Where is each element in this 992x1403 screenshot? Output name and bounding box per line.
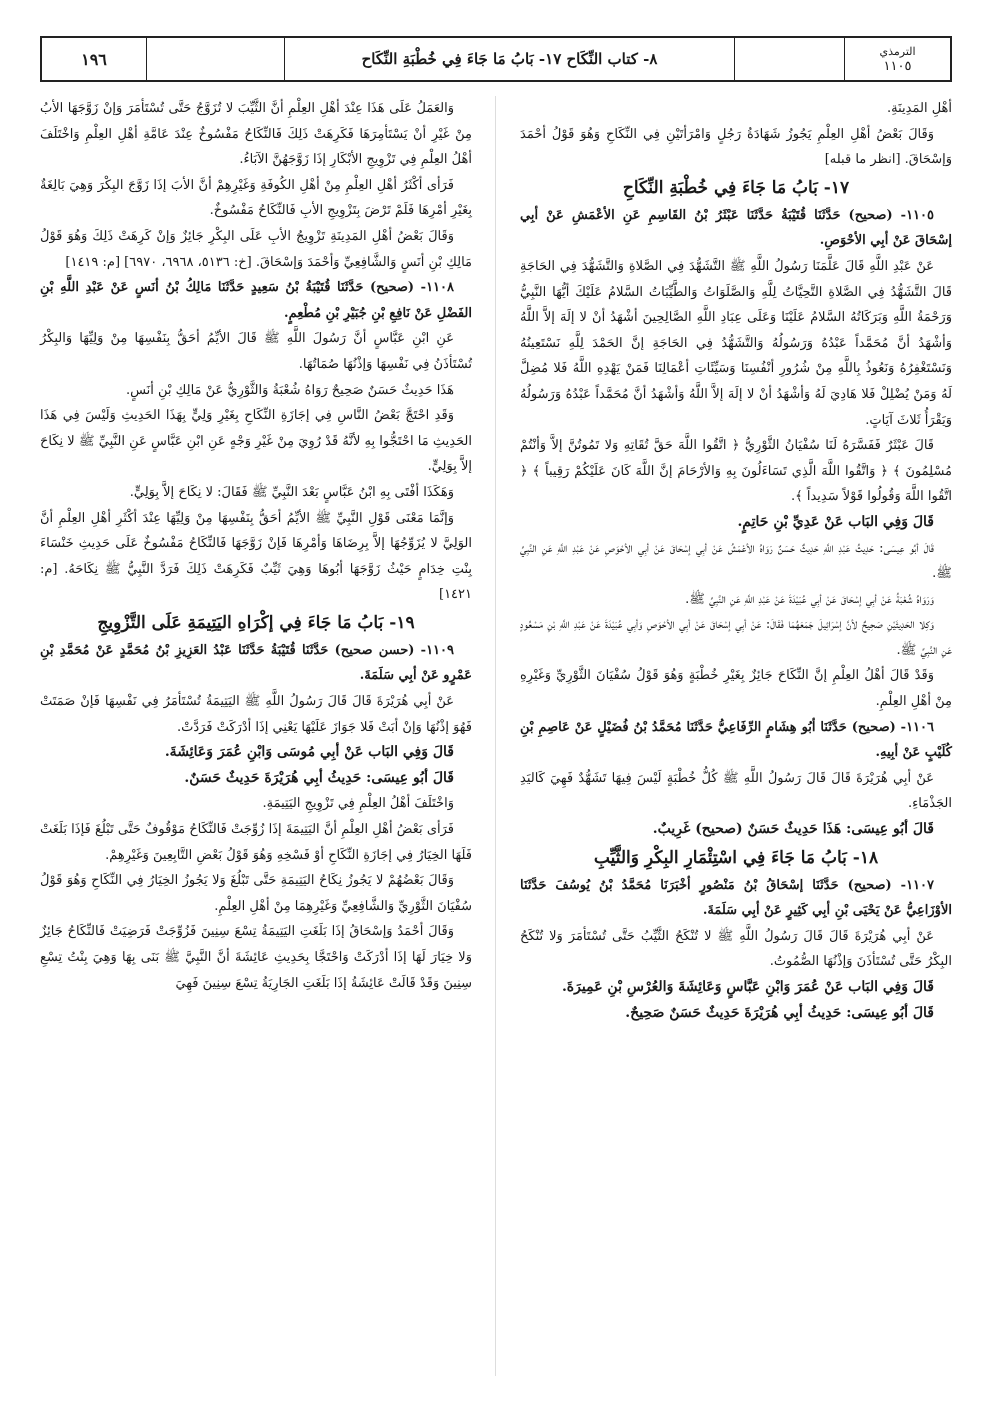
paragraph: وَقَالَ أحْمَدُ وَإسْحَاقُ إذَا بَلَغَتِ اليَتِيمَةُ تِسْعَ سِنِينَ فَزُوِّجَتْ فَرَضِيَتْ فَالنِّكَاحُ جَائِزٌ وَلا خِيَارَ لَهَا إذَا أدْرَكَتْ وَاحْتَجَّا بِحَدِيثِ عَائِشَةَ أنَّ النَّبِيَّ ﷺ بَنَى بِهَا وَهِيَ بِنْتُ تِسْعِ سِنِينَ وَقَدْ قَالَتْ عَائِشَةُ إذَا بَلَغَتِ الجَارِيَةُ تِسْعَ سِنِينَ فَهِيَ	[40, 924, 472, 991]
hadith-text: عَنِ ابْنِ عَبَّاسٍ أنَّ رَسُولَ اللَّهِ ﷺ قَالَ الأيِّمُ أحَقُّ بِنَفْسِهَا مِنْ وَلِيِّهَا وَالبِكْرُ تُسْتَأذَنُ فِي نَفْسِهَا وَإذْنُهَا صُمَاتُهَا.	[40, 331, 472, 372]
paragraph: وَقَدْ قَالَ أهْلُ العِلْمِ إنَّ النِّكَاحَ جَائِزٌ بِغَيْرِ خُطْبَةٍ وَهُوَ قَوْلُ سُفْيَانَ الثَّوْرِيِّ وَغَيْرِهِ مِنْ أهْلِ العِلْمِ.	[520, 668, 952, 710]
header-blank-cell	[734, 38, 844, 80]
hadith-isnad: ١١٠٩- (حسن صحيح) حَدَّثَنَا قُتَيْبَةُ حَدَّثَنَا عَبْدُ العَزِيزِ بْنُ مُحَمَّدٍ عَنْ مُحَمَّدِ بْنِ عَمْرٍو عَنْ أبِي سَلَمَةَ.	[40, 642, 472, 684]
paragraph: وَقَالَ بَعْضُ أهْلِ العِلْمِ يَجُوزُ شَهَادَةُ رَجُلٍ وَامْرَأتَيْنِ فِي النِّكَاحِ وَهُوَ قَوْلُ أحْمَدَ وَإسْحَاقَ. [انظر ما قبله]	[520, 126, 952, 168]
hadith-isnad: ١١٠٥- (صحيح) حَدَّثَنَا قُتَيْبَةُ حَدَّثَنَا عَبْثَرُ بْنُ القَاسِمِ عَنِ الأعْمَشِ عَنْ أبِي إسْحَاقَ عَنْ أبِي الأحْوَصِ.	[520, 207, 952, 249]
header-blank-cell	[146, 38, 284, 80]
page-header	[40, 36, 952, 82]
paragraph: هَذَا حَدِيثٌ حَسَنٌ صَحِيحٌ رَوَاهُ شُعْبَةُ وَالثَّوْرِيُّ عَنْ مَالِكِ بْنِ أنَسٍ.	[125, 382, 454, 398]
bab-note: قَالَ وَفِي البَاب عَنْ عُمَرَ وَابْنِ عَبَّاسٍ وَعَائِشَةَ وَالعُرْسِ بْنِ عَمِيرَةَ.	[561, 979, 934, 995]
chapter-heading: ١٩- بَابُ مَا جَاءَ فِي إكْرَاهِ اليَتِيمَةِ عَلَى التَّزْوِيجِ	[97, 612, 415, 633]
abu-isa-note: قَالَ أبُو عِيسَى: حَدِيثُ عَبْدِ اللَّهِ حَدِيثٌ حَسَنٌ رَوَاهُ الأعْمَشُ عَنْ أبِي إسْحَاقَ عَنْ أبِي الأحْوَصِ عَنْ عَبْدِ اللَّهِ عَنِ النَّبِيِّ ﷺ.	[520, 540, 952, 582]
abu-isa-note: قَالَ أبُو عِيسَى: حَدِيثُ أبِي هُرَيْرَةَ حَدِيثٌ حَسَنٌ.	[184, 769, 454, 786]
hadith-text: عَنْ أبِي هُرَيْرَةَ قَالَ قَالَ رَسُولُ اللَّهِ ﷺ لا تُنْكَحُ الثَّيِّبُ حَتَّى تُسْتَأمَرَ وَلا تُنْكَحُ البِكْرُ حَتَّى تُسْتَأذَنَ وَإذْنُهَا الصُّمُوتُ.	[520, 928, 952, 970]
hadith-isnad: ١١٠٦- (صحيح) حَدَّثَنَا أبُو هِشَامٍ الرِّفَاعِيُّ حَدَّثَنَا مُحَمَّدُ بْنُ فُضَيْلٍ عَنْ عَاصِمِ بْنِ كُلَيْبٍ عَنْ أبِيهِ.	[520, 719, 952, 761]
paragraph: قَالَ عَبْثَرٌ فَفَسَّرَهُ لَنَا سُفْيَانُ الثَّوْرِيُّ ﴿ اتَّقُوا اللَّهَ حَقَّ تُقَاتِهِ وَلا تَمُوتُنَّ إلاَّ وَأنْتُمْ مُسْلِمُونَ ﴾ ﴿ وَاتَّقُوا اللَّهَ الَّذِي تَسَاءَلُونَ بِهِ وَالأرْحَامَ إنَّ اللَّهَ كَانَ عَلَيْكُمْ رَقِيباً ﴾ ﴿ اتَّقُوا اللَّهَ وَقُولُوا قَوْلاً سَدِيداً ﴾.	[520, 438, 952, 505]
right-column	[520, 96, 952, 1376]
paragraph: وَهَكَذَا أفْتَى بِهِ ابْنُ عَبَّاسٍ بَعْدَ النَّبِيِّ ﷺ فَقَالَ: لا نِكَاحَ إلاَّ بِوَلِيٍّ.	[129, 484, 454, 500]
paragraph: فَرَأى أكْثَرُ أهْلِ العِلْمِ مِنْ أهْلِ الكُوفَةِ وَغَيْرِهِمْ أنَّ الأبَ إذَا زَوَّجَ البِكْرَ وَهِيَ بَالِغَةٌ بِغَيْرِ أمْرِهَا فَلَمْ تَرْضَ بِتَزْوِيجِ الأبِ فَالنِّكَاحُ مَفْسُوخٌ.	[40, 177, 472, 219]
paragraph: وَإنَّمَا مَعْنَى قَوْلِ النَّبِيِّ ﷺ الأيِّمُ أحَقُّ بِنَفْسِهَا مِنْ وَلِيِّهَا عِنْدَ أكْثَرِ أهْلِ العِلْمِ أنَّ الوَلِيَّ لا يُزَوِّجُهَا إلاَّ بِرِضَاهَا وَأمْرِهَا فَإنْ زَوَّجَهَا فَالنِّكَاحُ مَفْسُوخٌ عَلَى حَدِيثِ خَنْسَاءَ بِنْتِ خِدَامٍ حَيْثُ زَوَّجَهَا أبُوهَا وَهِيَ ثَيِّبٌ فَكَرِهَتْ ذَلِكَ فَرَدَّ النَّبِيُّ ﷺ نِكَاحَهُ. [م: ١٤٢١]	[40, 510, 472, 603]
paragraph: وَكِلا الحَدِيثَيْنِ صَحِيحٌ لأنَّ إسْرَائِيلَ جَمَعَهُمَا فَقَالَ: عَنْ أبِي إسْحَاقَ عَنْ أبِي الأحْوَصِ وَأبِي عُبَيْدَةَ عَنْ عَبْدِ اللَّهِ بْنِ مَسْعُودٍ عَنِ النَّبِيِّ ﷺ.	[520, 617, 952, 658]
paragraph: وَقَالَ بَعْضُهُمْ لا يَجُوزُ نِكَاحُ اليَتِيمَةِ حَتَّى تَبْلُغَ وَلا يَجُوزُ الخِيَارُ فِي النِّكَاحِ وَهُوَ قَوْلُ سُفْيَانَ الثَّوْرِيِّ وَالشَّافِعِيِّ وَغَيْرِهِمَا مِنْ أهْلِ العِلْمِ.	[40, 873, 472, 914]
paragraph: وَاخْتَلَفَ أهْلُ العِلْمِ فِي تَزْوِيجِ اليَتِيمَةِ.	[262, 796, 454, 812]
page-number: ١٩٦	[81, 49, 107, 69]
abu-isa-note: قَالَ أبُو عِيسَى: هَذَا حَدِيثٌ حَسَنٌ (صحيح) غَرِيبٌ.	[652, 821, 934, 838]
paragraph: وَالعَمَلُ عَلَى هَذَا عِنْدَ أهْلِ العِلْمِ أنَّ الثَّيِّبَ لا تُزَوَّجُ حَتَّى تُسْتَأمَرَ وَإنْ زَوَّجَهَا الأبُ مِنْ غَيْرِ أنْ يَسْتَأمِرَهَا فَكَرِهَتْ ذَلِكَ فَالنِّكَاحُ مَفْسُوخٌ عِنْدَ عَامَّةِ أهْلِ العِلْمِ وَاخْتَلَفَ أهْلُ العِلْمِ فِي تَزْوِيجِ الأبْكَارِ إذَا زَوَّجَهُنَّ الآبَاءُ.	[40, 101, 472, 168]
paragraph: فَرَأى بَعْضُ أهْلِ العِلْمِ أنَّ اليَتِيمَةَ إذَا زُوِّجَتْ فَالنِّكَاحُ مَوْقُوفٌ حَتَّى تَبْلُغَ فَإذَا بَلَغَتْ فَلَهَا الخِيَارُ فِي إجَازَةِ النِّكَاحِ أوْ فَسْخِهِ وَهُوَ قَوْلُ بَعْضِ التَّابِعِينَ وَغَيْرِهِمْ.	[40, 822, 472, 863]
paragraph: أهْلِ المَدِينَةِ.	[887, 101, 952, 116]
paragraph: وَقَالَ بَعْضُ أهْلِ المَدِينَةِ تَزْوِيجُ الأبِ عَلَى البِكْرِ جَائِزٌ وَإنْ كَرِهَتْ ذَلِكَ وَهُوَ قَوْلُ مَالِكِ بْنِ أنَسٍ وَالشَّافِعِيِّ وَأحْمَدَ وَإسْحَاقَ. [خ: ٥١٣٦، ٦٩٦٨، ٦٩٧٠] [م: ١٤١٩]	[40, 228, 472, 270]
chapter-heading: ١٧- بَابُ مَا جَاءَ فِي خُطْبَةِ النِّكَاحِ	[622, 177, 850, 198]
paragraph: وَرَوَاهُ شُعْبَةُ عَنْ أبِي إسْحَاقَ عَنْ أبِي عُبَيْدَةَ عَنْ عَبْدِ اللَّهِ عَنِ النَّبِيِّ ﷺ.	[685, 591, 934, 607]
source-number: ١١٠٥	[883, 59, 912, 74]
column-divider	[495, 96, 496, 1376]
hadith-isnad: ١١٠٨- (صحيح) حَدَّثَنَا قُتَيْبَةُ بْنُ سَعِيدٍ حَدَّثَنَا مَالِكُ بْنُ أنَسٍ عَنْ عَبْدِ اللَّهِ بْنِ الفَضْلِ عَنْ نَافِعِ بْنِ جُبَيْرِ بْنِ مُطْعِمٍ.	[40, 280, 472, 321]
left-column	[40, 96, 472, 1376]
hadith-text: عَنْ عَبْدِ اللَّهِ قَالَ عَلَّمَنَا رَسُولُ اللَّهِ ﷺ التَّشَهُّدَ فِي الصَّلاةِ وَالتَّشَهُّدَ فِي الحَاجَةِ قَالَ التَّشَهُّدُ فِي الصَّلاةِ التَّحِيَّاتُ لِلَّهِ وَالصَّلَوَاتُ وَالطَّيِّبَاتُ السَّلامُ عَلَيْكَ أيُّهَا النَّبِيُّ وَرَحْمَةُ اللَّهِ وَبَرَكَاتُهُ السَّلامُ عَلَيْنَا وَعَلَى عِبَادِ اللَّهِ الصَّالِحِينَ أشْهَدُ أنْ لا إلَهَ إلاَّ اللَّهُ وَأشْهَدُ أنَّ مُحَمَّداً عَبْدُهُ وَرَسُولُهُ وَالتَّشَهُّدُ فِي الحَاجَةِ إنَّ الحَمْدَ لِلَّهِ نَسْتَعِينُهُ وَنَسْتَغْفِرُهُ وَنَعُوذُ بِاللَّهِ مِنْ شُرُورِ أنْفُسِنَا وَسَيِّئَاتِ أعْمَالِنَا فَمَنْ يَهْدِهِ اللَّهُ فَلا مُضِلَّ لَهُ وَمَنْ يُضْلِلْ فَلا هَادِيَ لَهُ وَأشْهَدُ أنْ لا إلَهَ إلاَّ اللَّهُ وَأشْهَدُ أنَّ مُحَمَّداً عَبْدُهُ وَرَسُولُهُ وَيَقْرَأُ ثَلاثَ آيَاتٍ.	[520, 258, 952, 428]
paragraph: وَقَدِ احْتَجَّ بَعْضُ النَّاسِ فِي إجَازَةِ النِّكَاحِ بِغَيْرِ وَلِيٍّ بِهَذَا الحَدِيثِ وَلَيْسَ فِي هَذَا الحَدِيثِ مَا احْتَجُّوا بِهِ لأنَّهُ قَدْ رُوِيَ مِنْ غَيْرِ وَجْهٍ عَنِ ابْنِ عَبَّاسٍ عَنِ النَّبِيِّ ﷺ لا نِكَاحَ إلاَّ بِوَلِيٍّ.	[40, 408, 472, 475]
chapter-heading: ١٨- بَابُ مَا جَاءَ فِي اسْتِئْمَارِ البِكْرِ وَالثَّيِّبِ	[593, 847, 879, 868]
bab-note: قَالَ وَفِي البَاب عَنْ عَدِيِّ بْنِ حَاتِمٍ.	[737, 513, 934, 530]
hadith-isnad: ١١٠٧- (صحيح) حَدَّثَنَا إسْحَاقُ بْنُ مَنْصُورٍ أخْبَرَنَا مُحَمَّدُ بْنُ يُوسُفَ حَدَّثَنَا الأوْزَاعِيُّ عَنْ يَحْيَى بْنِ أبِي كَثِيرٍ عَنْ أبِي سَلَمَةَ.	[520, 877, 952, 919]
source-box	[844, 38, 950, 80]
header-title: ٨- كتاب النِّكَاح ١٧- بَابُ مَا جَاءَ فِي خُطْبَةِ النِّكَاح	[284, 38, 734, 80]
abu-isa-note: قَالَ أبُو عِيسَى: حَدِيثُ أبِي هُرَيْرَةَ حَدِيثٌ حَسَنٌ صَحِيحٌ.	[625, 1004, 934, 1021]
hadith-text: عَنْ أبِي هُرَيْرَةَ قَالَ قَالَ رَسُولُ اللَّهِ ﷺ اليَتِيمَةُ تُسْتَأمَرُ فِي نَفْسِهَا فَإنْ صَمَتَتْ فَهُوَ إذْنُهَا وَإنْ أبَتْ فَلا جَوَازَ عَلَيْهَا يَعْنِي إذَا أدْرَكَتْ فَرَدَّتْ.	[40, 694, 472, 735]
source-label: الترمذي	[879, 45, 916, 58]
page	[40, 36, 952, 1376]
bab-note: قَالَ وَفِي البَاب عَنْ أبِي مُوسَى وَابْنِ عُمَرَ وَعَائِشَةَ.	[164, 744, 454, 761]
hadith-text: عَنْ أبِي هُرَيْرَةَ قَالَ قَالَ رَسُولُ اللَّهِ ﷺ كُلُّ خُطْبَةٍ لَيْسَ فِيهَا تَشَهُّدٌ فَهِيَ كَاليَدِ الجَذْمَاءِ.	[520, 770, 952, 812]
